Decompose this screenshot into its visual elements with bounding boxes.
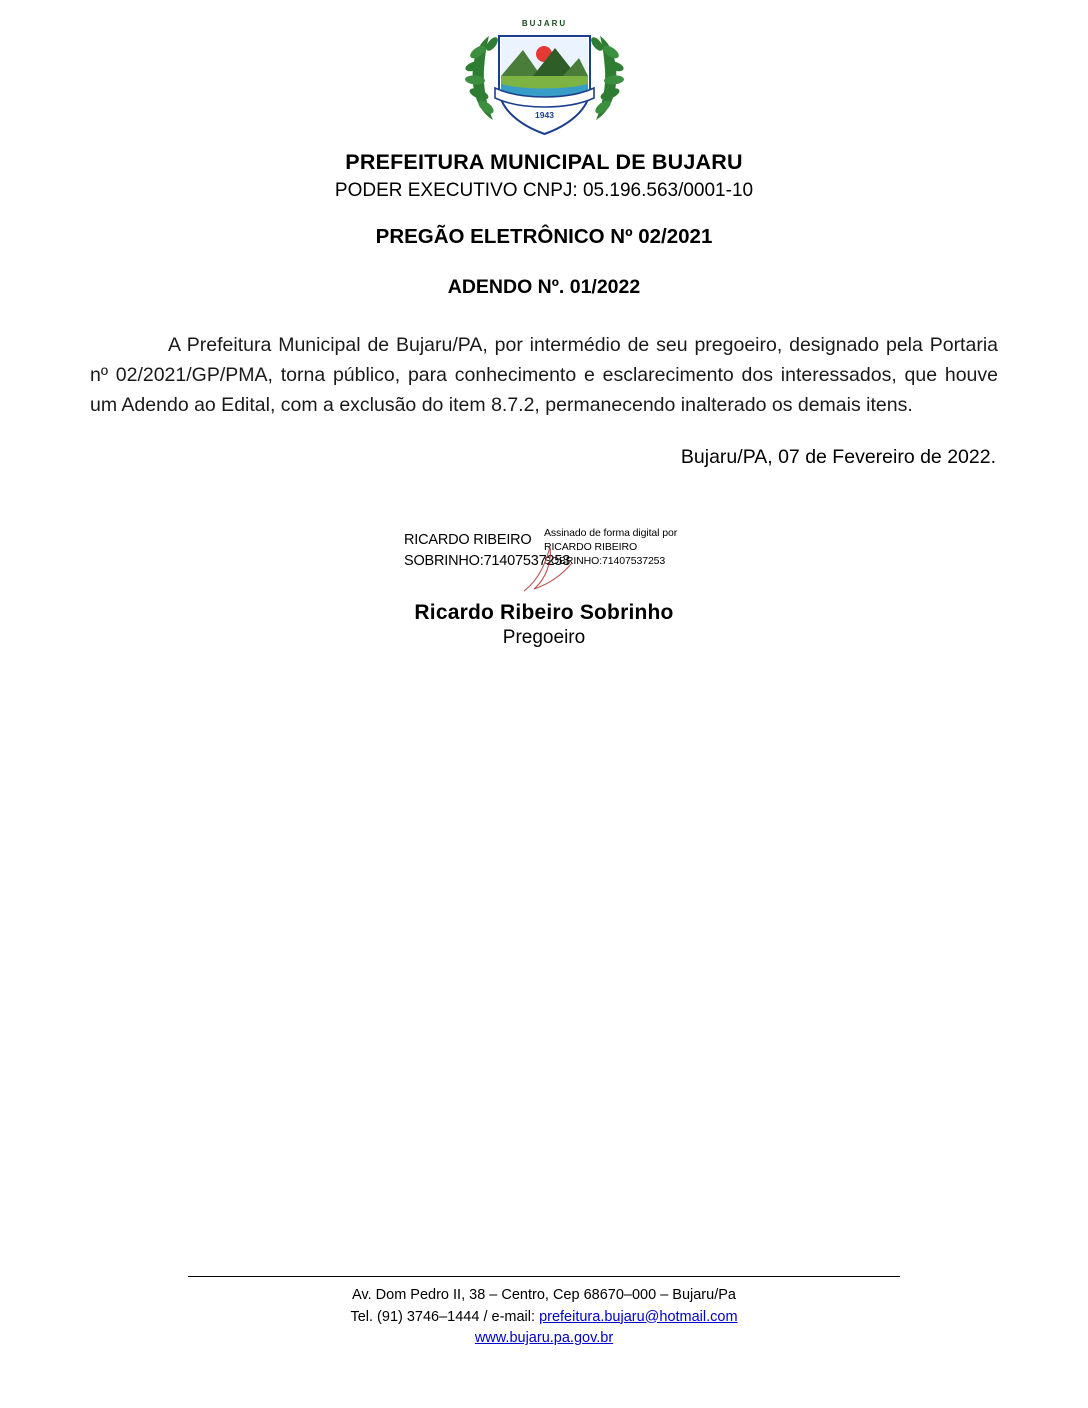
footer-contact bbox=[0, 1307, 1088, 1329]
doc-subtitle: ADENDO Nº. 01/2022 bbox=[447, 276, 641, 299]
footer-website-link[interactable]: www.bujaru.pa.gov.br bbox=[474, 1330, 614, 1347]
signatory-name: Ricardo Ribeiro Sobrinho bbox=[414, 601, 674, 625]
footer-divider bbox=[188, 1276, 900, 1277]
footer-email-link[interactable]: prefeitura.bujaru@hotmail.com bbox=[539, 1308, 738, 1325]
svg-text:1943: 1943 bbox=[534, 110, 554, 120]
footer-address: Av. Dom Pedro II, 38 – Centro, Cep 68670–000 – Bujaru/Pa bbox=[352, 1286, 736, 1303]
doc-title: PREGÃO ELETRÔNICO Nº 02/2021 bbox=[375, 224, 713, 248]
org-title: PREFEITURA MUNICIPAL DE BUJARU bbox=[345, 150, 743, 174]
page-footer bbox=[0, 1276, 1088, 1350]
digital-signature-stamp bbox=[404, 527, 684, 599]
footer-phone-label: Tel. (91) 3746–1444 / e-mail: bbox=[350, 1308, 540, 1325]
signature-block bbox=[90, 527, 998, 649]
svg-text:BUJARU: BUJARU bbox=[521, 19, 567, 28]
org-subtitle: PODER EXECUTIVO CNPJ: 05.196.563/0001-10 bbox=[334, 179, 754, 201]
signature-stamp-id: RICARDO RIBEIRO SOBRINHO:71407537253 bbox=[404, 532, 571, 570]
coat-of-arms-icon bbox=[437, 14, 652, 144]
signatory-role: Pregoeiro bbox=[502, 627, 586, 649]
place-and-date: Bujaru/PA, 07 de Fevereiro de 2022. bbox=[680, 446, 996, 469]
signature-stamp-note: Assinado de forma digital por RICARDO RIBEIRO SOBRINHO:71407537253 bbox=[544, 527, 678, 567]
crest-container bbox=[90, 0, 998, 144]
body-paragraph: A Prefeitura Municipal de Bujaru/PA, por intermédio de seu pregoeiro, designado pela Portaria nº 02/2021/GP/PMA, torna público, para conhecimento e esclarecimento dos interessados, que houve um Adendo ao Edital, com a exclusão do item 8.7.2, permanecendo inalterado os demais itens. bbox=[90, 333, 998, 417]
footer-website bbox=[0, 1328, 1088, 1350]
